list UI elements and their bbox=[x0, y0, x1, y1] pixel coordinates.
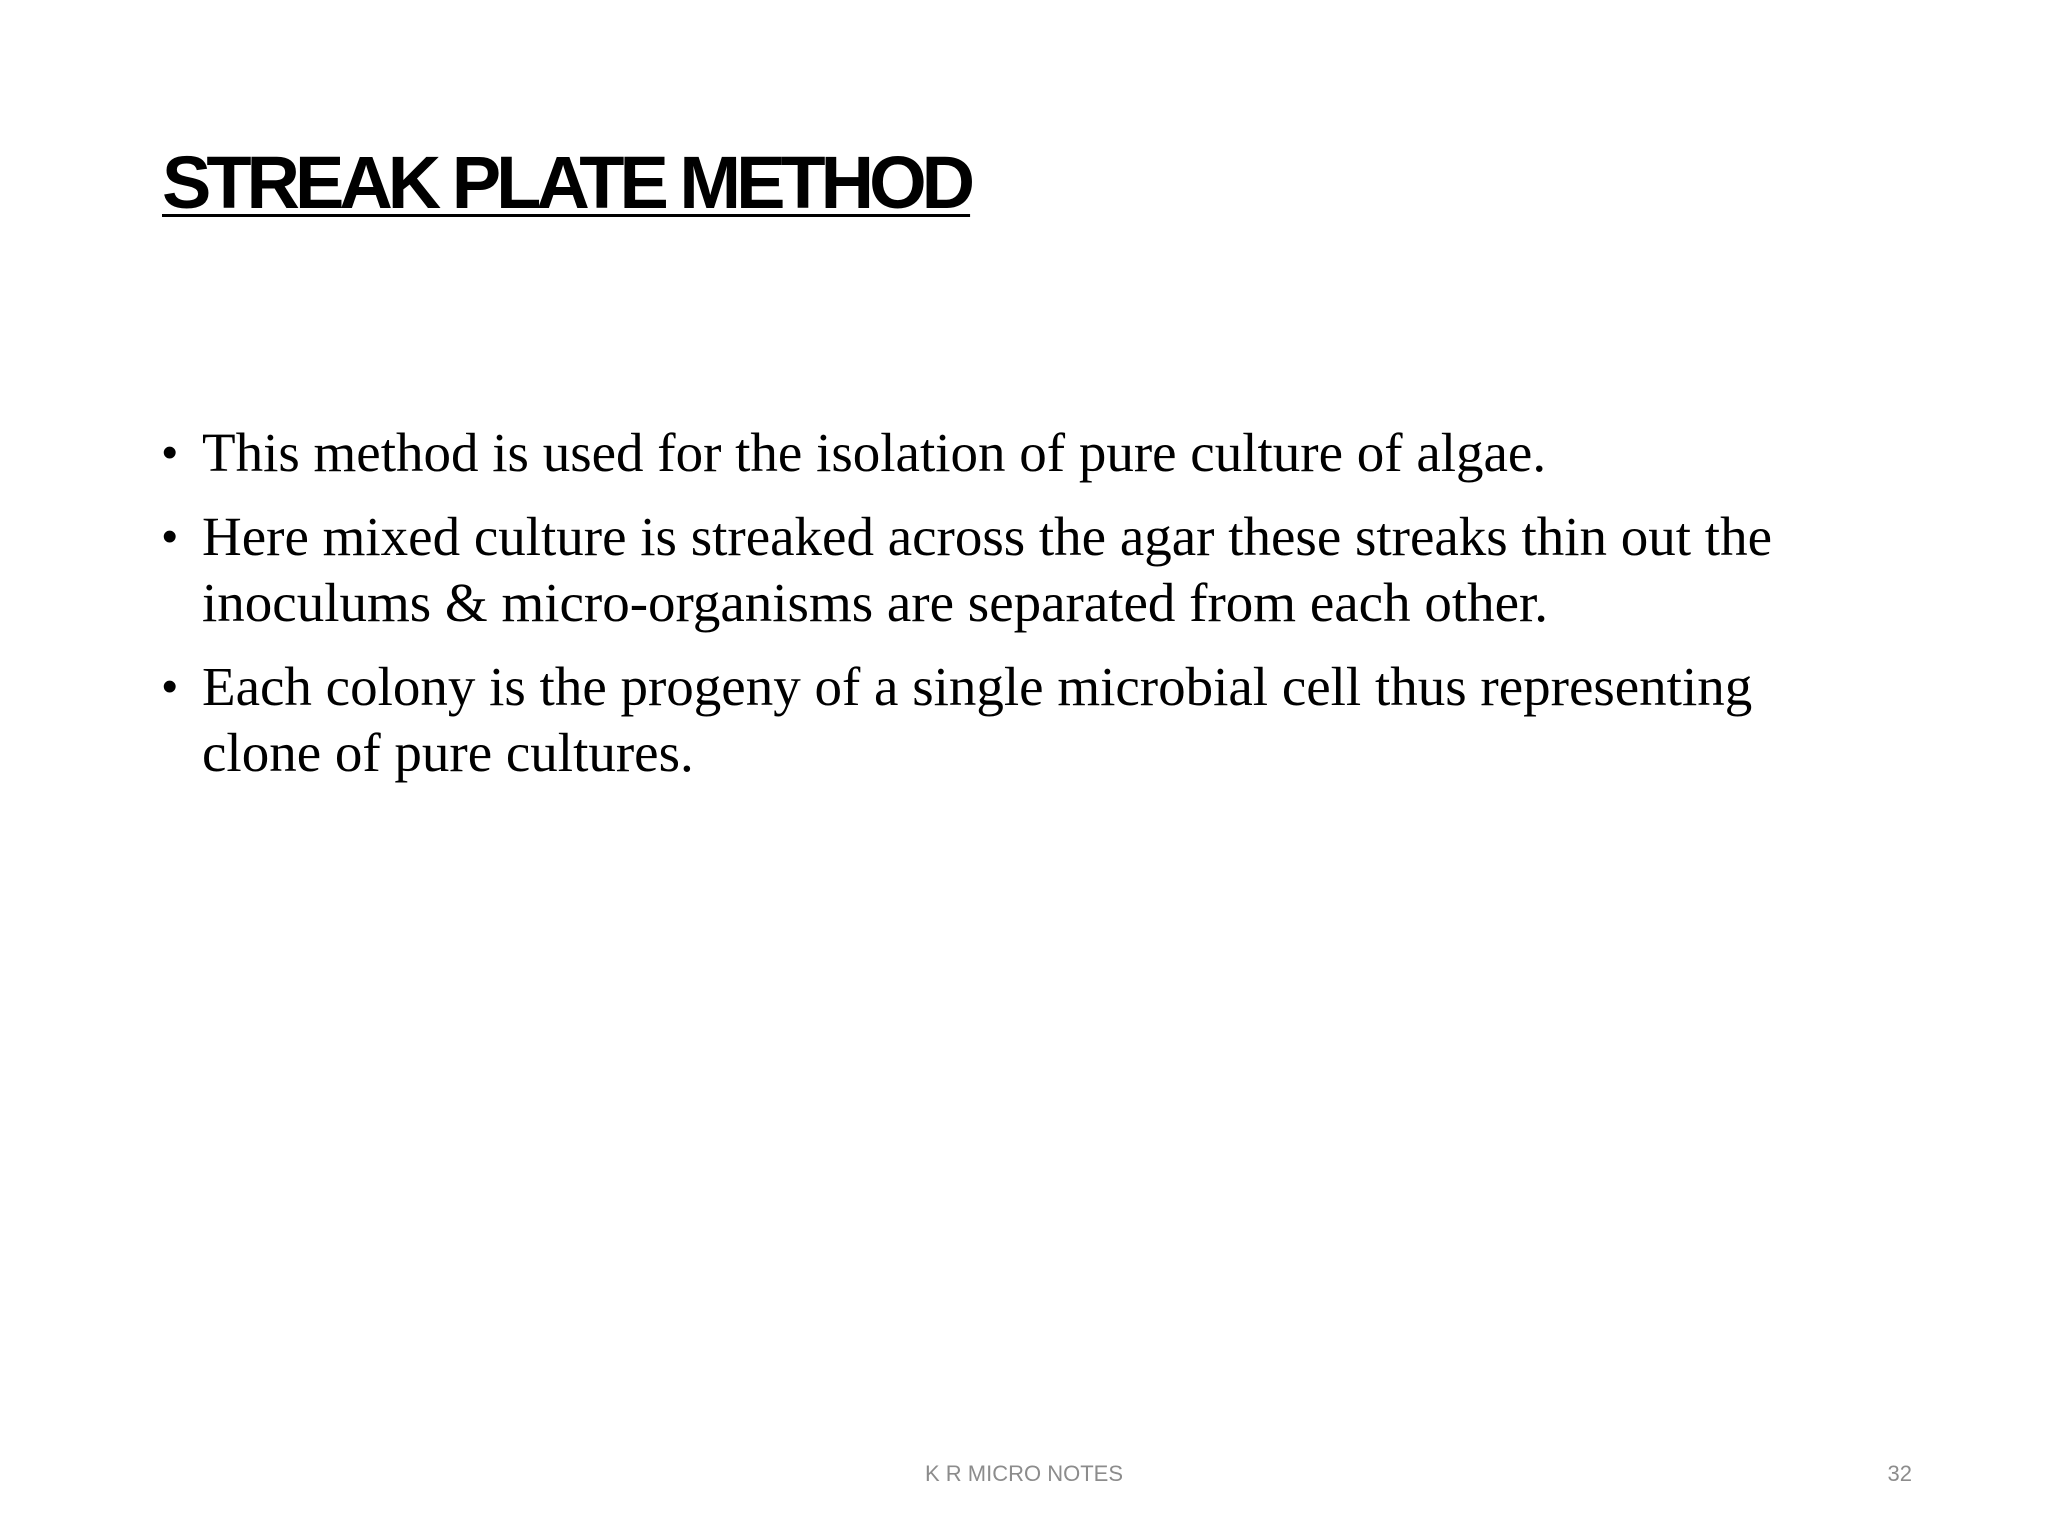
bullet-marker: • bbox=[162, 512, 178, 561]
bullet-item bbox=[162, 504, 1882, 636]
bullet-item bbox=[162, 654, 1882, 786]
bullet-marker: • bbox=[162, 662, 178, 711]
slide-footer: K R MICRO NOTES bbox=[924, 1461, 1123, 1486]
bullet-item bbox=[162, 420, 1882, 486]
bullet-text: Each colony is the progeny of a single microbial cell thus representing clone of pure cultures. bbox=[202, 656, 1753, 783]
bullet-list bbox=[162, 420, 1882, 804]
slide-title: STREAK PLATE METHOD bbox=[162, 141, 971, 224]
bullet-marker: • bbox=[162, 428, 178, 477]
bullet-text: This method is used for the isolation of pure culture of algae. bbox=[202, 422, 1547, 483]
bullet-text: Here mixed culture is streaked across the agar these streaks thin out the inoculums & micro-organisms are separated from each other. bbox=[202, 506, 1772, 633]
page-number: 32 bbox=[1887, 1461, 1912, 1486]
